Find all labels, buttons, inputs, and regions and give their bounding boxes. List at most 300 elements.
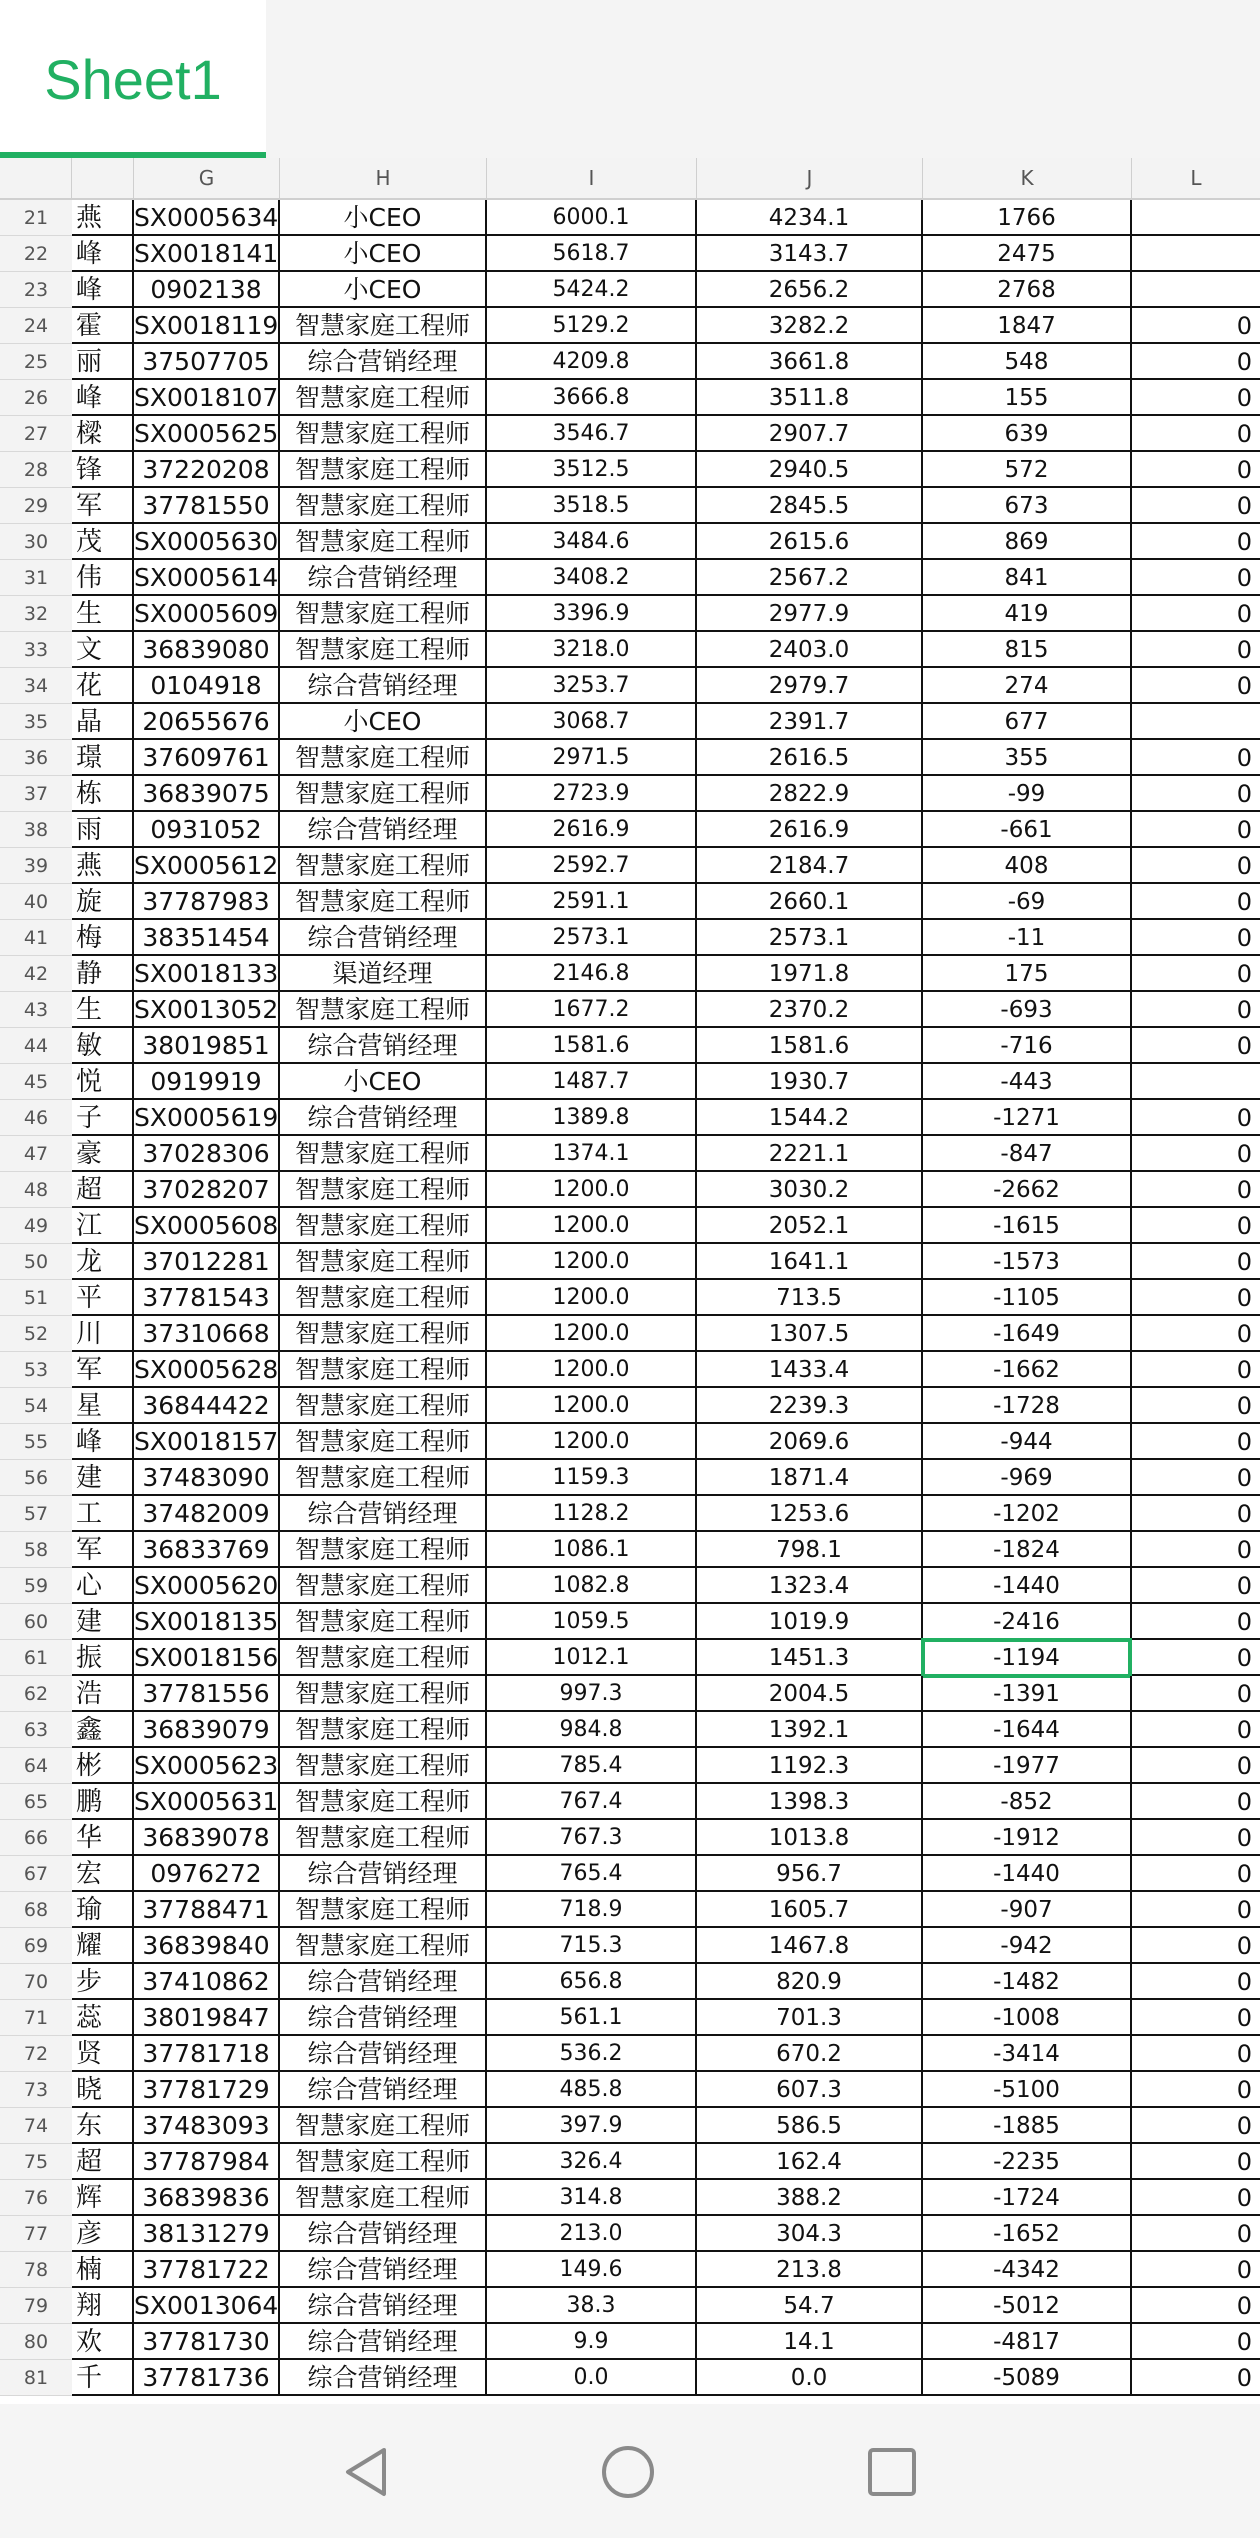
- name-fragment-cell[interactable]: 军: [72, 488, 134, 524]
- row-number[interactable]: 65: [0, 1784, 72, 1820]
- position-cell[interactable]: 小CEO: [280, 236, 487, 272]
- value-i-cell[interactable]: 6000.1: [487, 200, 697, 236]
- row-number[interactable]: 59: [0, 1568, 72, 1604]
- name-fragment-cell[interactable]: 千: [72, 2360, 134, 2396]
- row-number[interactable]: 37: [0, 776, 72, 812]
- value-i-cell[interactable]: 1200.0: [487, 1388, 697, 1424]
- name-fragment-cell[interactable]: 超: [72, 1172, 134, 1208]
- value-j-cell[interactable]: 2977.9: [697, 596, 923, 632]
- value-j-cell[interactable]: 1581.6: [697, 1028, 923, 1064]
- value-k-cell[interactable]: -969: [923, 1460, 1132, 1496]
- value-k-cell[interactable]: -4817: [923, 2324, 1132, 2360]
- name-fragment-cell[interactable]: 豪: [72, 1136, 134, 1172]
- value-l-cell[interactable]: 0: [1132, 1352, 1260, 1388]
- row-number[interactable]: 71: [0, 2000, 72, 2036]
- value-i-cell[interactable]: 5424.2: [487, 272, 697, 308]
- value-k-cell[interactable]: 2475: [923, 236, 1132, 272]
- employee-id-cell[interactable]: 36839836: [134, 2180, 280, 2216]
- value-i-cell[interactable]: 1200.0: [487, 1172, 697, 1208]
- position-cell[interactable]: 智慧家庭工程师: [280, 1928, 487, 1964]
- position-cell[interactable]: 智慧家庭工程师: [280, 1712, 487, 1748]
- row-number[interactable]: 54: [0, 1388, 72, 1424]
- employee-id-cell[interactable]: 37781550: [134, 488, 280, 524]
- position-cell[interactable]: 智慧家庭工程师: [280, 1748, 487, 1784]
- value-k-cell[interactable]: -2416: [923, 1604, 1132, 1640]
- value-i-cell[interactable]: 2146.8: [487, 956, 697, 992]
- value-k-cell[interactable]: -69: [923, 884, 1132, 920]
- value-j-cell[interactable]: 1192.3: [697, 1748, 923, 1784]
- position-cell[interactable]: 智慧家庭工程师: [280, 740, 487, 776]
- value-i-cell[interactable]: 3218.0: [487, 632, 697, 668]
- name-fragment-cell[interactable]: 彬: [72, 1748, 134, 1784]
- row-number[interactable]: 40: [0, 884, 72, 920]
- position-cell[interactable]: 智慧家庭工程师: [280, 524, 487, 560]
- row-number[interactable]: 28: [0, 452, 72, 488]
- employee-id-cell[interactable]: 37028306: [134, 1136, 280, 1172]
- value-k-cell[interactable]: -1644: [923, 1712, 1132, 1748]
- value-i-cell[interactable]: 397.9: [487, 2108, 697, 2144]
- value-j-cell[interactable]: 2221.1: [697, 1136, 923, 1172]
- name-fragment-cell[interactable]: 丽: [72, 344, 134, 380]
- row-number[interactable]: 34: [0, 668, 72, 704]
- value-k-cell[interactable]: 673: [923, 488, 1132, 524]
- value-i-cell[interactable]: 1374.1: [487, 1136, 697, 1172]
- value-l-cell[interactable]: 0: [1132, 2036, 1260, 2072]
- value-j-cell[interactable]: 2656.2: [697, 272, 923, 308]
- name-fragment-cell[interactable]: 建: [72, 1460, 134, 1496]
- value-k-cell[interactable]: -1194: [923, 1640, 1132, 1676]
- value-l-cell[interactable]: 0: [1132, 2324, 1260, 2360]
- employee-id-cell[interactable]: SX0005620: [134, 1568, 280, 1604]
- position-cell[interactable]: 综合营销经理: [280, 2072, 487, 2108]
- value-l-cell[interactable]: 0: [1132, 1208, 1260, 1244]
- employee-id-cell[interactable]: SX0005628: [134, 1352, 280, 1388]
- employee-id-cell[interactable]: SX0018135: [134, 1604, 280, 1640]
- column-header-f[interactable]: [72, 158, 134, 198]
- value-j-cell[interactable]: 3661.8: [697, 344, 923, 380]
- value-l-cell[interactable]: 0: [1132, 1172, 1260, 1208]
- name-fragment-cell[interactable]: 樑: [72, 416, 134, 452]
- value-l-cell[interactable]: 0: [1132, 956, 1260, 992]
- value-j-cell[interactable]: 3143.7: [697, 236, 923, 272]
- row-number[interactable]: 49: [0, 1208, 72, 1244]
- value-j-cell[interactable]: 2573.1: [697, 920, 923, 956]
- value-i-cell[interactable]: 9.9: [487, 2324, 697, 2360]
- position-cell[interactable]: 智慧家庭工程师: [280, 452, 487, 488]
- value-j-cell[interactable]: 2069.6: [697, 1424, 923, 1460]
- value-j-cell[interactable]: 213.8: [697, 2252, 923, 2288]
- employee-id-cell[interactable]: 37507705: [134, 344, 280, 380]
- value-j-cell[interactable]: 701.3: [697, 2000, 923, 2036]
- position-cell[interactable]: 智慧家庭工程师: [280, 848, 487, 884]
- value-i-cell[interactable]: 149.6: [487, 2252, 697, 2288]
- value-i-cell[interactable]: 536.2: [487, 2036, 697, 2072]
- name-fragment-cell[interactable]: 翔: [72, 2288, 134, 2324]
- row-number[interactable]: 61: [0, 1640, 72, 1676]
- value-j-cell[interactable]: 2184.7: [697, 848, 923, 884]
- value-l-cell[interactable]: 0: [1132, 2072, 1260, 2108]
- row-number[interactable]: 32: [0, 596, 72, 632]
- value-i-cell[interactable]: 984.8: [487, 1712, 697, 1748]
- name-fragment-cell[interactable]: 梅: [72, 920, 134, 956]
- employee-id-cell[interactable]: SX0005623: [134, 1748, 280, 1784]
- position-cell[interactable]: 智慧家庭工程师: [280, 1604, 487, 1640]
- value-k-cell[interactable]: -944: [923, 1424, 1132, 1460]
- position-cell[interactable]: 综合营销经理: [280, 2324, 487, 2360]
- value-i-cell[interactable]: 718.9: [487, 1892, 697, 1928]
- value-j-cell[interactable]: 54.7: [697, 2288, 923, 2324]
- column-header-l[interactable]: L: [1190, 166, 1202, 190]
- value-l-cell[interactable]: 0: [1132, 2108, 1260, 2144]
- value-l-cell[interactable]: 0: [1132, 1100, 1260, 1136]
- employee-id-cell[interactable]: 37012281: [134, 1244, 280, 1280]
- employee-id-cell[interactable]: 37220208: [134, 452, 280, 488]
- value-k-cell[interactable]: 408: [923, 848, 1132, 884]
- value-j-cell[interactable]: 2615.6: [697, 524, 923, 560]
- value-l-cell[interactable]: 0: [1132, 2360, 1260, 2396]
- employee-id-cell[interactable]: 36839840: [134, 1928, 280, 1964]
- employee-id-cell[interactable]: 37781730: [134, 2324, 280, 2360]
- value-i-cell[interactable]: 785.4: [487, 1748, 697, 1784]
- row-number[interactable]: 67: [0, 1856, 72, 1892]
- row-number[interactable]: 58: [0, 1532, 72, 1568]
- row-number[interactable]: 81: [0, 2360, 72, 2396]
- row-number[interactable]: 31: [0, 560, 72, 596]
- value-l-cell[interactable]: 0: [1132, 1316, 1260, 1352]
- value-i-cell[interactable]: 314.8: [487, 2180, 697, 2216]
- value-k-cell[interactable]: -5012: [923, 2288, 1132, 2324]
- value-k-cell[interactable]: -1728: [923, 1388, 1132, 1424]
- value-j-cell[interactable]: 2567.2: [697, 560, 923, 596]
- value-k-cell[interactable]: -99: [923, 776, 1132, 812]
- value-k-cell[interactable]: -907: [923, 1892, 1132, 1928]
- value-i-cell[interactable]: 3546.7: [487, 416, 697, 452]
- row-number[interactable]: 26: [0, 380, 72, 416]
- column-header-i[interactable]: I: [487, 158, 697, 198]
- name-fragment-cell[interactable]: 雨: [72, 812, 134, 848]
- employee-id-cell[interactable]: SX0005630: [134, 524, 280, 560]
- row-number[interactable]: 33: [0, 632, 72, 668]
- value-j-cell[interactable]: 1971.8: [697, 956, 923, 992]
- value-l-cell[interactable]: 0: [1132, 1244, 1260, 1280]
- position-cell[interactable]: 综合营销经理: [280, 2360, 487, 2396]
- row-number[interactable]: 72: [0, 2036, 72, 2072]
- name-fragment-cell[interactable]: 龙: [72, 1244, 134, 1280]
- value-j-cell[interactable]: 820.9: [697, 1964, 923, 2000]
- row-number[interactable]: 43: [0, 992, 72, 1028]
- row-number[interactable]: 25: [0, 344, 72, 380]
- value-j-cell[interactable]: 1544.2: [697, 1100, 923, 1136]
- value-l-cell[interactable]: 0: [1132, 1388, 1260, 1424]
- value-i-cell[interactable]: 1200.0: [487, 1316, 697, 1352]
- employee-id-cell[interactable]: 37781736: [134, 2360, 280, 2396]
- name-fragment-cell[interactable]: 耀: [72, 1928, 134, 1964]
- position-cell[interactable]: 智慧家庭工程师: [280, 1316, 487, 1352]
- name-fragment-cell[interactable]: 工: [72, 1496, 134, 1532]
- value-i-cell[interactable]: 3518.5: [487, 488, 697, 524]
- employee-id-cell[interactable]: SX0005608: [134, 1208, 280, 1244]
- value-k-cell[interactable]: 155: [923, 380, 1132, 416]
- value-j-cell[interactable]: 798.1: [697, 1532, 923, 1568]
- name-fragment-cell[interactable]: 华: [72, 1820, 134, 1856]
- position-cell[interactable]: 智慧家庭工程师: [280, 2180, 487, 2216]
- employee-id-cell[interactable]: 37482009: [134, 1496, 280, 1532]
- value-j-cell[interactable]: 1605.7: [697, 1892, 923, 1928]
- value-k-cell[interactable]: -661: [923, 812, 1132, 848]
- row-number[interactable]: 47: [0, 1136, 72, 1172]
- value-j-cell[interactable]: 2391.7: [697, 704, 923, 740]
- employee-id-cell[interactable]: 37788471: [134, 1892, 280, 1928]
- value-k-cell[interactable]: -1885: [923, 2108, 1132, 2144]
- value-j-cell[interactable]: 2845.5: [697, 488, 923, 524]
- employee-id-cell[interactable]: 0104918: [134, 668, 280, 704]
- value-l-cell[interactable]: 0: [1132, 2288, 1260, 2324]
- name-fragment-cell[interactable]: 东: [72, 2108, 134, 2144]
- value-k-cell[interactable]: -1573: [923, 1244, 1132, 1280]
- name-fragment-cell[interactable]: 建: [72, 1604, 134, 1640]
- value-k-cell[interactable]: 815: [923, 632, 1132, 668]
- value-i-cell[interactable]: 1200.0: [487, 1244, 697, 1280]
- value-k-cell[interactable]: -2235: [923, 2144, 1132, 2180]
- employee-id-cell[interactable]: 37310668: [134, 1316, 280, 1352]
- value-l-cell[interactable]: 0: [1132, 2216, 1260, 2252]
- name-fragment-cell[interactable]: 峰: [72, 272, 134, 308]
- value-j-cell[interactable]: 3030.2: [697, 1172, 923, 1208]
- row-number[interactable]: 80: [0, 2324, 72, 2360]
- row-number[interactable]: 46: [0, 1100, 72, 1136]
- value-l-cell[interactable]: 0: [1132, 1856, 1260, 1892]
- employee-id-cell[interactable]: 36839078: [134, 1820, 280, 1856]
- name-fragment-cell[interactable]: 超: [72, 2144, 134, 2180]
- value-j-cell[interactable]: 1253.6: [697, 1496, 923, 1532]
- value-j-cell[interactable]: 2940.5: [697, 452, 923, 488]
- value-k-cell[interactable]: 419: [923, 596, 1132, 632]
- employee-id-cell[interactable]: SX0018107: [134, 380, 280, 416]
- value-k-cell[interactable]: -1912: [923, 1820, 1132, 1856]
- employee-id-cell[interactable]: 37787984: [134, 2144, 280, 2180]
- name-fragment-cell[interactable]: 鹏: [72, 1784, 134, 1820]
- value-l-cell[interactable]: 0: [1132, 1136, 1260, 1172]
- position-cell[interactable]: 小CEO: [280, 1064, 487, 1100]
- row-number[interactable]: 62: [0, 1676, 72, 1712]
- value-l-cell[interactable]: 0: [1132, 1676, 1260, 1712]
- value-j-cell[interactable]: 304.3: [697, 2216, 923, 2252]
- value-k-cell[interactable]: -1105: [923, 1280, 1132, 1316]
- value-i-cell[interactable]: 485.8: [487, 2072, 697, 2108]
- value-i-cell[interactable]: 5129.2: [487, 308, 697, 344]
- value-i-cell[interactable]: 3484.6: [487, 524, 697, 560]
- value-l-cell[interactable]: 0: [1132, 1784, 1260, 1820]
- row-number[interactable]: 66: [0, 1820, 72, 1856]
- value-k-cell[interactable]: 548: [923, 344, 1132, 380]
- position-cell[interactable]: 智慧家庭工程师: [280, 1424, 487, 1460]
- value-k-cell[interactable]: 639: [923, 416, 1132, 452]
- value-l-cell[interactable]: [1132, 200, 1260, 236]
- value-j-cell[interactable]: 4234.1: [697, 200, 923, 236]
- employee-id-cell[interactable]: 37787983: [134, 884, 280, 920]
- value-j-cell[interactable]: 162.4: [697, 2144, 923, 2180]
- employee-id-cell[interactable]: SX0013064: [134, 2288, 280, 2324]
- value-i-cell[interactable]: 3512.5: [487, 452, 697, 488]
- value-i-cell[interactable]: 3666.8: [487, 380, 697, 416]
- name-fragment-cell[interactable]: 贤: [72, 2036, 134, 2072]
- value-i-cell[interactable]: 1200.0: [487, 1280, 697, 1316]
- value-l-cell[interactable]: 0: [1132, 1460, 1260, 1496]
- position-cell[interactable]: 综合营销经理: [280, 2252, 487, 2288]
- employee-id-cell[interactable]: 37781722: [134, 2252, 280, 2288]
- name-fragment-cell[interactable]: 悦: [72, 1064, 134, 1100]
- value-j-cell[interactable]: 1451.3: [697, 1640, 923, 1676]
- value-k-cell[interactable]: -1615: [923, 1208, 1132, 1244]
- value-l-cell[interactable]: 0: [1132, 1820, 1260, 1856]
- name-fragment-cell[interactable]: 花: [72, 668, 134, 704]
- value-j-cell[interactable]: 1013.8: [697, 1820, 923, 1856]
- value-l-cell[interactable]: 0: [1132, 452, 1260, 488]
- value-k-cell[interactable]: -5089: [923, 2360, 1132, 2396]
- value-i-cell[interactable]: 1677.2: [487, 992, 697, 1028]
- value-k-cell[interactable]: -1649: [923, 1316, 1132, 1352]
- value-i-cell[interactable]: 656.8: [487, 1964, 697, 2000]
- value-k-cell[interactable]: 869: [923, 524, 1132, 560]
- employee-id-cell[interactable]: SX0018119: [134, 308, 280, 344]
- employee-id-cell[interactable]: 36839080: [134, 632, 280, 668]
- name-fragment-cell[interactable]: 江: [72, 1208, 134, 1244]
- name-fragment-cell[interactable]: 晶: [72, 704, 134, 740]
- row-number[interactable]: 44: [0, 1028, 72, 1064]
- row-number[interactable]: 53: [0, 1352, 72, 1388]
- value-k-cell[interactable]: -1977: [923, 1748, 1132, 1784]
- value-j-cell[interactable]: 2660.1: [697, 884, 923, 920]
- value-i-cell[interactable]: 715.3: [487, 1928, 697, 1964]
- value-l-cell[interactable]: 0: [1132, 560, 1260, 596]
- name-fragment-cell[interactable]: 振: [72, 1640, 134, 1676]
- value-l-cell[interactable]: 0: [1132, 416, 1260, 452]
- employee-id-cell[interactable]: 0931052: [134, 812, 280, 848]
- value-i-cell[interactable]: 767.3: [487, 1820, 697, 1856]
- position-cell[interactable]: 智慧家庭工程师: [280, 416, 487, 452]
- position-cell[interactable]: 智慧家庭工程师: [280, 1892, 487, 1928]
- sheet-tab[interactable]: [0, 0, 266, 158]
- name-fragment-cell[interactable]: 栋: [72, 776, 134, 812]
- row-number[interactable]: 75: [0, 2144, 72, 2180]
- row-number[interactable]: 38: [0, 812, 72, 848]
- position-cell[interactable]: 智慧家庭工程师: [280, 1532, 487, 1568]
- employee-id-cell[interactable]: 20655676: [134, 704, 280, 740]
- position-cell[interactable]: 智慧家庭工程师: [280, 1388, 487, 1424]
- employee-id-cell[interactable]: SX0018157: [134, 1424, 280, 1460]
- name-fragment-cell[interactable]: 峰: [72, 236, 134, 272]
- value-k-cell[interactable]: -1824: [923, 1532, 1132, 1568]
- value-j-cell[interactable]: 670.2: [697, 2036, 923, 2072]
- name-fragment-cell[interactable]: 燕: [72, 848, 134, 884]
- value-j-cell[interactable]: 2907.7: [697, 416, 923, 452]
- value-k-cell[interactable]: -1271: [923, 1100, 1132, 1136]
- value-l-cell[interactable]: 0: [1132, 1640, 1260, 1676]
- value-i-cell[interactable]: 2616.9: [487, 812, 697, 848]
- position-cell[interactable]: 智慧家庭工程师: [280, 776, 487, 812]
- position-cell[interactable]: 智慧家庭工程师: [280, 596, 487, 632]
- value-k-cell[interactable]: -4342: [923, 2252, 1132, 2288]
- value-l-cell[interactable]: 0: [1132, 308, 1260, 344]
- value-k-cell[interactable]: -1662: [923, 1352, 1132, 1388]
- value-j-cell[interactable]: 2370.2: [697, 992, 923, 1028]
- value-l-cell[interactable]: 0: [1132, 524, 1260, 560]
- employee-id-cell[interactable]: SX0018156: [134, 1640, 280, 1676]
- row-number[interactable]: 68: [0, 1892, 72, 1928]
- name-fragment-cell[interactable]: 璟: [72, 740, 134, 776]
- value-i-cell[interactable]: 2591.1: [487, 884, 697, 920]
- value-j-cell[interactable]: 1641.1: [697, 1244, 923, 1280]
- value-k-cell[interactable]: 274: [923, 668, 1132, 704]
- value-l-cell[interactable]: [1132, 236, 1260, 272]
- value-j-cell[interactable]: 956.7: [697, 1856, 923, 1892]
- value-i-cell[interactable]: 4209.8: [487, 344, 697, 380]
- row-number[interactable]: 70: [0, 1964, 72, 2000]
- name-fragment-cell[interactable]: 锋: [72, 452, 134, 488]
- value-i-cell[interactable]: 1012.1: [487, 1640, 697, 1676]
- row-number[interactable]: 79: [0, 2288, 72, 2324]
- name-fragment-cell[interactable]: 生: [72, 596, 134, 632]
- name-fragment-cell[interactable]: 平: [72, 1280, 134, 1316]
- position-cell[interactable]: 智慧家庭工程师: [280, 1244, 487, 1280]
- position-cell[interactable]: 智慧家庭工程师: [280, 1280, 487, 1316]
- value-l-cell[interactable]: 0: [1132, 776, 1260, 812]
- employee-id-cell[interactable]: SX0005634: [134, 200, 280, 236]
- value-k-cell[interactable]: 175: [923, 956, 1132, 992]
- position-cell[interactable]: 智慧家庭工程师: [280, 1640, 487, 1676]
- row-number[interactable]: 56: [0, 1460, 72, 1496]
- employee-id-cell[interactable]: 38131279: [134, 2216, 280, 2252]
- value-l-cell[interactable]: 0: [1132, 1748, 1260, 1784]
- name-fragment-cell[interactable]: 辉: [72, 2180, 134, 2216]
- value-j-cell[interactable]: 3511.8: [697, 380, 923, 416]
- value-j-cell[interactable]: 586.5: [697, 2108, 923, 2144]
- name-fragment-cell[interactable]: 瑜: [72, 1892, 134, 1928]
- value-k-cell[interactable]: -2662: [923, 1172, 1132, 1208]
- employee-id-cell[interactable]: 0902138: [134, 272, 280, 308]
- value-i-cell[interactable]: 997.3: [487, 1676, 697, 1712]
- value-i-cell[interactable]: 38.3: [487, 2288, 697, 2324]
- value-j-cell[interactable]: 388.2: [697, 2180, 923, 2216]
- position-cell[interactable]: 综合营销经理: [280, 2036, 487, 2072]
- value-j-cell[interactable]: 2052.1: [697, 1208, 923, 1244]
- value-l-cell[interactable]: [1132, 272, 1260, 308]
- value-j-cell[interactable]: 2822.9: [697, 776, 923, 812]
- row-number[interactable]: 39: [0, 848, 72, 884]
- name-fragment-cell[interactable]: 心: [72, 1568, 134, 1604]
- column-header-g[interactable]: G: [134, 158, 280, 198]
- employee-id-cell[interactable]: 36839079: [134, 1712, 280, 1748]
- value-l-cell[interactable]: 0: [1132, 1604, 1260, 1640]
- value-i-cell[interactable]: 3068.7: [487, 704, 697, 740]
- employee-id-cell[interactable]: SX0005631: [134, 1784, 280, 1820]
- value-l-cell[interactable]: 0: [1132, 344, 1260, 380]
- value-j-cell[interactable]: 2004.5: [697, 1676, 923, 1712]
- value-k-cell[interactable]: -1652: [923, 2216, 1132, 2252]
- value-l-cell[interactable]: 0: [1132, 992, 1260, 1028]
- value-i-cell[interactable]: 561.1: [487, 2000, 697, 2036]
- value-j-cell[interactable]: 1930.7: [697, 1064, 923, 1100]
- value-k-cell[interactable]: -1008: [923, 2000, 1132, 2036]
- value-j-cell[interactable]: 2616.5: [697, 740, 923, 776]
- position-cell[interactable]: 小CEO: [280, 272, 487, 308]
- value-i-cell[interactable]: 1200.0: [487, 1352, 697, 1388]
- value-l-cell[interactable]: 0: [1132, 380, 1260, 416]
- value-k-cell[interactable]: -1202: [923, 1496, 1132, 1532]
- value-i-cell[interactable]: 3253.7: [487, 668, 697, 704]
- value-k-cell[interactable]: -1724: [923, 2180, 1132, 2216]
- position-cell[interactable]: 智慧家庭工程师: [280, 1172, 487, 1208]
